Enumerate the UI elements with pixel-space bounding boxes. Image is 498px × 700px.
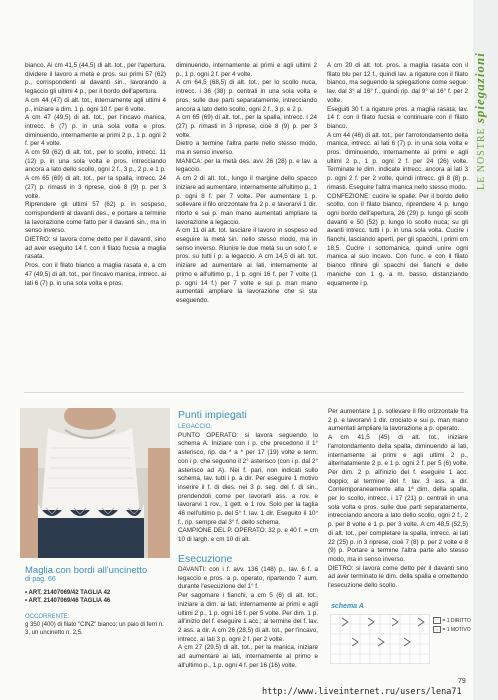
garment-illustration bbox=[20, 408, 170, 558]
legend-item bbox=[433, 617, 471, 626]
paragraph: CONFEZIONE: cucire le spalle. Per il bordo dello scollo, con il filato bianco, riprendere 4 p. lungo ogni bordo dell'apertura, 26 (29) p. lungo gli scolli davanti e 50 (52) p. lungo lo scollo nuca; su gli avanti intrecc. tutti i p. in una sola volta. Cucire i fianchi, lasciando aperti, per gli spacchi, i primi cm 18,5. Cucire i sottomanica, quindi unire ogni manica al suo incavo. Con l'unc. e con il filato bianco rifinire gli spacchi dei fianchi e delle maniche con 1 g. a m. basso, distanziando equamente i p. bbox=[327, 192, 468, 287]
chart-legend bbox=[433, 617, 471, 635]
article-list bbox=[25, 589, 165, 605]
paragraph: CAMPIONE DEL P. OPERATO: 32 p. e 40 f. = cm 10 di largh. e cm 10 di alt. bbox=[178, 527, 318, 544]
paragraph: PUNTO OPERATO: si lavora seguendo lo schema A. Iniziare con i p. che precedono il 1° asterisco, rip. da * a * per 17 (19) volte e term. con i p. che seguono il 2° asterisco (con i p. dal 2° asterisco ad A). Nei f. pari, non indicati sullo schema, lav. tutti i p. a dir. Per eseguire 1 motivo inserire il f. di dies. nei 3 p. seg. del f. di sin., prendendoli come per lavorarli ass. a rov. e lavorarvi 1 rov., 1 gett. e 1 rov. Solo per la taglia 46 nell'ultimo p. del 5° f. lav. 1 dir. Eseguito il 10° f., rip. sempre dal 3° f. dello schema. bbox=[178, 431, 318, 526]
paragraph: A cm 41,5 (45) di alt. tot., iniziare l'arrotondamento della spalla, diminuendo ai lati, internamente ai primi e agli ultimi 2 p., alternatamente 2 p. e 1 p. ogni 2 f. per 5 (6) volte. Per dim. 2 p. all'inizio del f. eseguire 1 acc. doppio; al termine del f. lav. 3 ass. a dir. Contemporaneamente alla 1ª dim. della spalla, per lo scollo, intrecc. i 17 (21) p. centrali in una sola volta e pros. sulle due parti separatamente, intrecciando ancora a lato dello scollo, ogni 2 f., 2 p. per 8 volte e 1 p. per 3 volte. A cm 48,5 (52,5) di alt. tot., per completare la spalla, intrecc. ai lati 22 (25) p. in 3 riprese, cioè 7 (8) p. per 2 volte e 8 (9) p. Portare a termine l'altra parte allo stesso modo, ma in senso inverso. bbox=[328, 434, 468, 563]
execution-heading: Esecuzione bbox=[178, 553, 233, 565]
paragraph: A cm 27 (29,5) di alt. tot., per la manica, iniziare ad aumentare ai lati, internamente al primo e all'ultimo p., 1 p. ogni 4 f. per 16 (16) volte. bbox=[178, 644, 318, 669]
footer-url[interactable]: http://www.liveinternet.ru/users/lena71 bbox=[262, 687, 462, 697]
legend-motif: = 1 MOTIVO bbox=[442, 627, 471, 633]
article-line: • ART. 21407069/46 TAGLIA 46 bbox=[25, 598, 111, 604]
materials-text: g 350 (400) di filato "CINZ" bianco; un paio di ferri n. 3, un uncinetto n. 2,5. bbox=[25, 622, 164, 636]
paragraph: A cm 64,5 (68,5) di alt. tot., per lo scollo nuca, intrecc. i 36 (38) p. centrali in una sola volta e pros. sulle due parti separatamente, intrecciando ancora a lato dello scollo, ogni 2 f., 3 p. e 2 p. bbox=[176, 79, 317, 113]
paragraph: A cm 59 (62) di alt. tot., per lo scollo, intrecc. 11 (12) p. in una sola volta e pros. intrecciando ancora a lato dello scollo, ogni 2 f., 3 p., 2 p. e 1 p. bbox=[25, 149, 166, 174]
paragraph: DIETRO: si lavora come detto per il davanti sino ad aver terminato le dim. della spalla e omettendo l'esecuzione dello scollo. bbox=[328, 564, 468, 590]
garment-photo bbox=[20, 408, 170, 558]
paragraph: MANICA: per la metà des. avv. 26 (28) p. e lav. a legaccio. bbox=[176, 157, 317, 174]
top-column-3 bbox=[327, 62, 468, 288]
paragraph: Riprendere gli ultimi 57 (62) p. in sospeso, corrispondenti al davanti des., e portare a termine la lavorazione come fatto per il davanti sin., ma in senso inverso. bbox=[25, 201, 166, 235]
section-divider bbox=[24, 392, 464, 393]
paragraph: A cm 44 (46) di alt. tot., per l'arrotondamento della manica, intrecc. ai lati 6 (7) p. in una sola volta e pros. diminuendo, internamente ai primi e agli ultimi 2 p., 1 p. ogni 2 f. per 24 (26) volte. Terminate le dim. indicate intrecc. ancora ai lati 3 p. ogni 2 f. per 2 volte, quindi intrecc. gli 8 (8) p. rimasti. Eseguire l'altra manica nello stesso modo. bbox=[327, 131, 468, 191]
article-2: ART. 21407069/46 TAGLIA 46 bbox=[28, 598, 111, 604]
schema-title: schema A bbox=[331, 603, 364, 610]
paragraph: A cm 65 (69) di alt. tot., per la spalla, intrecc. 24 (27) p. rimasti in 3 riprese, cioè 8 (9) p. per 3 volte. bbox=[25, 175, 166, 200]
paragraph: Eseguiti 30 f. a rigature pros. a maglia rasata; lav. 14 f. con il filato fucsia e continuare con il filato bianco. bbox=[327, 105, 468, 130]
materials-label: OCCORRENTE: bbox=[25, 614, 70, 620]
side-heading-big: spiegazioni bbox=[472, 52, 487, 124]
paragraph: LEGACCIO. bbox=[178, 423, 213, 430]
paragraph: A cm 47 (49,5) di alt. tot., per l'incavo manica, intrecc. 6 (7) p. in una sola volta e pros. diminuendo, internamente ai primi 2 p., 1 p. ogni 2 f. per 4 volte. bbox=[25, 114, 166, 148]
legend-item: › = 1 MOTIVO bbox=[433, 626, 471, 635]
side-heading-small: LE NOSTRE bbox=[476, 127, 487, 190]
execution-column bbox=[178, 566, 318, 670]
paragraph: bianco. Ai cm 41,5 (44,5) di alt. tot., per l'apertura, dividere il lavoro a metà e pros. sui primi 57 (62) p., corrispondenti al davanti sin., lavorando a legaccio gli ultimi 4 p., per il bordo dell'apertura. bbox=[25, 62, 166, 96]
paragraph: Per aumentare 1 p. sollevare il filo orizzontale fra 2 p. e lavorarvi 1 dir. crociato e sui p. man mano aumentati ampliare la lavorazione a p. operato. bbox=[328, 408, 468, 433]
knitting-chart bbox=[330, 614, 430, 664]
paragraph: Per sagomare i fianchi, a cm 5 (6) di alt. tot., iniziare a dim. ai lati, internamente ai primi e agli ultimi 2 p., 1 p. ogni 16 f. per 5 volte. Per dim. 1 p. all'inizio del f. eseguire 1 acc.; al termine del f. lav. 2 ass. a dir. A cm 26 (28,5) di alt. tot., per l'incavo, intrecc. ai lati 3 p. ogni 2 f. per 2 volte. bbox=[178, 592, 318, 643]
paragraph: A cm 20 di alt. tot. pros. a maglia rasata con il filato blu per 12 f., quindi lav. a rigature con il filato bianco, ma seguendo la spiegazione come segue: lav. dal 3° al 16° f., quindi rip. dal 9° al 16° f. per 2 volte. bbox=[327, 62, 468, 104]
caption-title: Maglia con bordi all'uncinetto bbox=[25, 565, 148, 576]
paragraph: diminuendo, internamente ai primi e agli ultimi 2 p., 1 p. ogni 2 f. per 4 volte. bbox=[176, 62, 317, 78]
paragraph: DIETRO: si lavora come detto per il davanti, sino ad aver eseguito 14 f. con il filato fucsia a maglia rasata. bbox=[25, 236, 166, 261]
bottom-column-3 bbox=[328, 408, 468, 591]
top-column-1 bbox=[25, 62, 166, 288]
paragraph: A cm 44 (47) di alt. tot., internamente agli ultimi 4 p., iniziare a dim. 1 p. ogni 10 f. per 6 volte. bbox=[25, 96, 166, 113]
paragraph: A cm 65 (69) di alt. tot., per la spalla, intrecc. i 24 (27) p. rimasti in 3 riprese, cioè 8 (9) p. per 3 volte. bbox=[176, 114, 317, 139]
paragraph: Dietro a termine l'altra parte nello stesso modo, ma in senso inverso. bbox=[176, 140, 317, 157]
stitches-heading: Punti impiegati bbox=[178, 409, 247, 421]
paragraph: A cm 2 di alt. tot., lungo il margine dello spacco iniziare ad aumentare, internamente all'ultimo p., 1 p. ogni 8 f. per 7 volte. Per aumentare 1 p. sollevare il filo orizzontale fra 2 p. e lavorarvi 1 dir. ritorto e sui p. man mano aumentati ampliare la lavorazione a legaccio. bbox=[176, 175, 317, 226]
caption-page-ref: di pag. 66 bbox=[25, 576, 56, 583]
materials bbox=[25, 613, 165, 637]
page-number: 79 bbox=[458, 678, 466, 685]
stitches-column bbox=[178, 423, 318, 545]
photo-caption bbox=[25, 565, 165, 637]
legend-knit: = 1 DIRITTO bbox=[442, 618, 471, 624]
article-line: • ART. 21407069/42 TAGLIA 42 bbox=[25, 590, 111, 596]
paragraph: DAVANTI: con i f. avv. 136 (148) p., lav. 6 f. a legaccio e pros. a p. operato, ripartendo 7 aum. durante l'esecuzione del 1° f. bbox=[178, 566, 318, 591]
paragraph: Pros. con il filato bianco a maglia rasata e, a cm 47 (49,5) di alt. tot., per l'incavo manica, intrecc. ai lati 6 (7) p. in una sola volta e pros. bbox=[25, 262, 166, 287]
article-1: ART. 21407069/42 TAGLIA 42 bbox=[28, 590, 111, 596]
top-column-2 bbox=[176, 62, 317, 306]
paragraph: A cm 11 di alt. tot. lasciare il lavoro in sospeso ed eseguire la metà sin. nello stesso modo, ma in senso inverso. Riunire le due metà su un solo f. e pros. su tutti i p. a legaccio. A cm 14,5 di alt. tot. iniziare ad aumentare ai lati, internamente al primo e all'ultimo p., 1 p. ogni 16 f. per 7 volte (1 p. ogni 14 f.) per 7 volte e sui p. man mano aumentati ampliare la lavorazione che si sta eseguendo. bbox=[176, 227, 317, 304]
